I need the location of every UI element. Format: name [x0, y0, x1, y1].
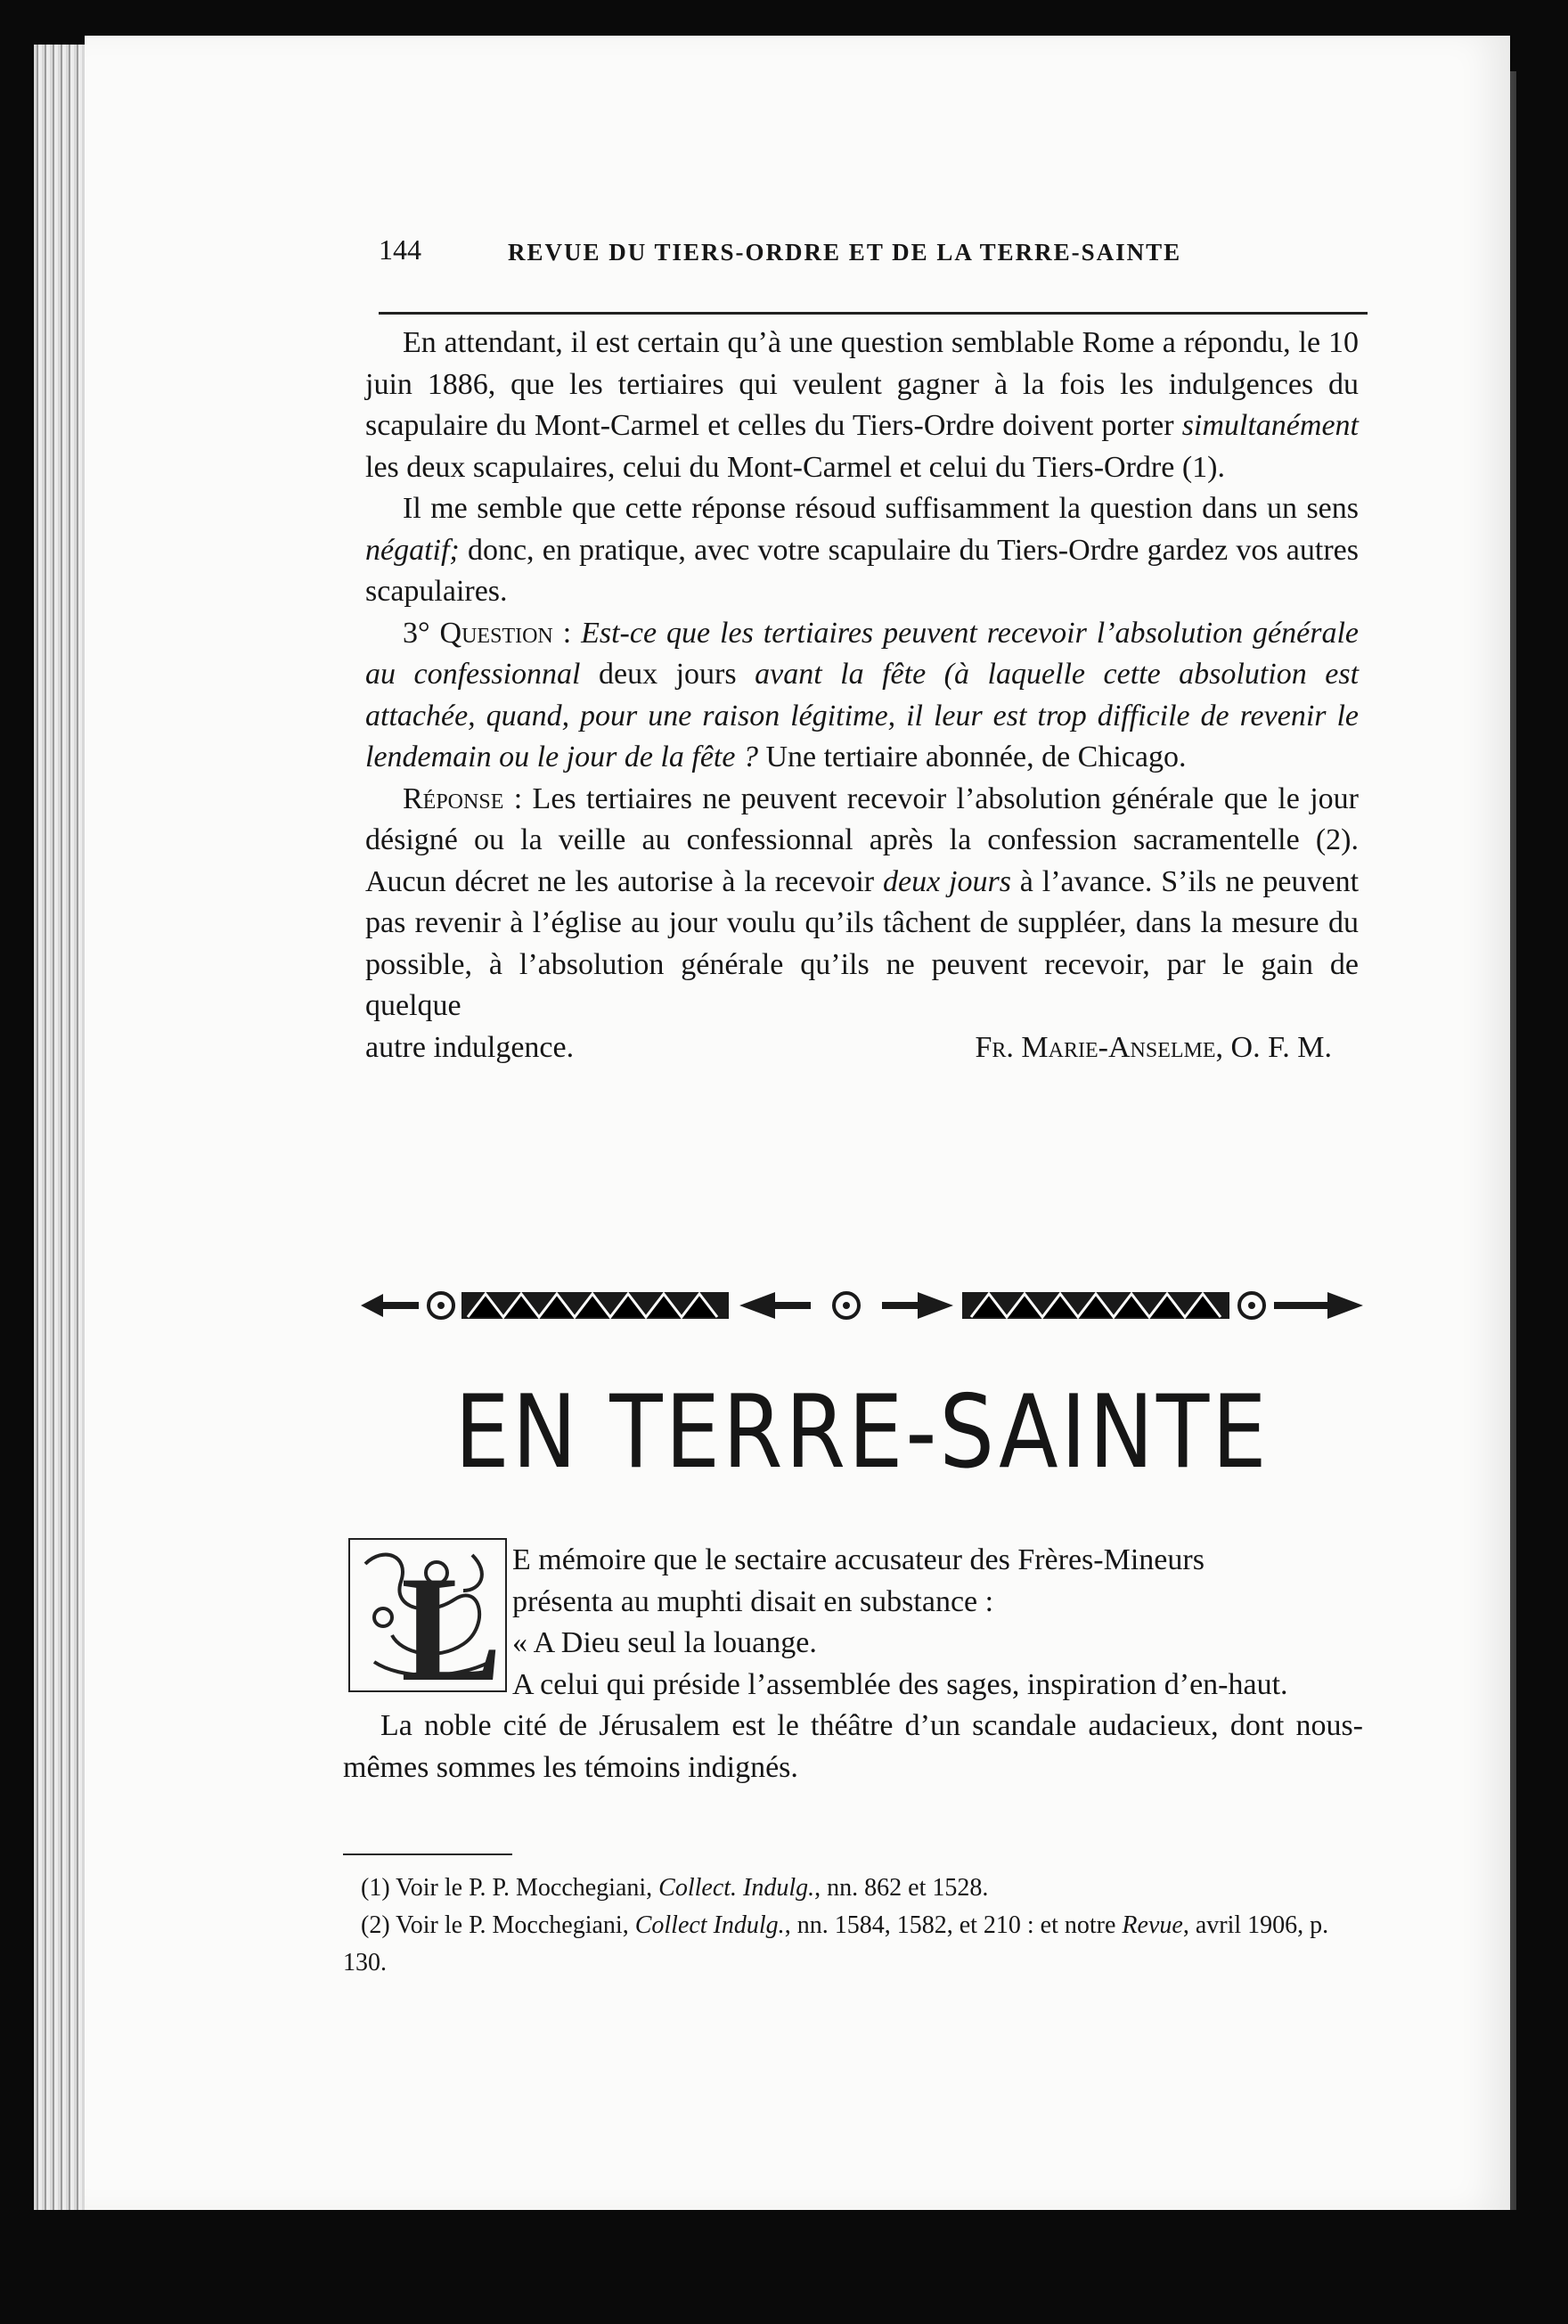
section-line-2: présenta au muphti disait en substance : — [512, 1584, 994, 1618]
paragraph-1: En attendant, il est certain qu’à une question semblable Rome a répondu, le 10 juin 1886, que les tertiaires qui veulent gagner à la fois les indulgences du scapulaire du Mont-Carmel et celles du Tiers-Ordre doivent porter simultanément les deux scapulaires, celui du Mont-Carmel et celui du Tiers-Ordre (1). — [365, 326, 1359, 484]
article-body — [365, 323, 1359, 1068]
paragraph-2: Il me semble que cette réponse résoud suffisamment la question dans un sens négatif; donc, en pratique, avec votre scapulaire du Tiers-Ordre gardez vos autres scapulaires. — [365, 492, 1359, 608]
section-paragraph-2: La noble cité de Jérusalem est le théâtre d’un scandale audacieux, dont nous-mêmes sommes les témoins indignés. — [343, 1709, 1363, 1784]
running-header — [379, 233, 1372, 278]
ornamental-divider — [356, 1274, 1368, 1337]
answer-paragraph: Réponse : Les tertiaires ne peuvent recevoir l’absolution générale que le jour désigné ou la veille au confessionnal après la confession sacramentelle (2). Aucun décret ne les autorise à la recevoir deux jours à l’avance. S’ils ne peuvent pas revenir à l’église au jour voulu qu’ils tâchent de suppléer, dans la mesure du possible, à l’absolution générale qu’ils ne peuvent recevoir, par le gain de quelque — [365, 781, 1360, 1022]
dropcap-letter: L — [401, 1545, 502, 1693]
section-line-4: A celui qui préside l’assemblée des sages, inspiration d’en-haut. — [512, 1667, 1288, 1701]
footnote-1: (1) Voir le P. P. Mocchegiani, Collect. Indulg., nn. 862 et 1528. — [361, 1874, 989, 1902]
signature: Fr. Marie-Anselme, O. F. M. — [975, 1030, 1332, 1064]
header-rule — [379, 312, 1368, 315]
section-body — [343, 1540, 1363, 1788]
section-line-3: « A Dieu seul la louange. — [512, 1626, 817, 1659]
signature-line: autre indulgence. Fr. Marie-Anselme, O. F. M. — [365, 1027, 1359, 1069]
section-line-1: E mémoire que le sectaire accusateur des Frères-Mineurs — [512, 1543, 1205, 1576]
footnote-2: (2) Voir le P. Mocchegiani, Collect Indulg., nn. 1584, 1582, et 210 : et notre Revue, avril 1906, p. 130. — [343, 1911, 1329, 1976]
question-paragraph: 3° Question : Est-ce que les tertiaires peuvent recevoir l’absolution générale au confessionnal deux jours avant la fête (à laquelle cette absolution est attachée, quand, pour une raison légitime, il leur est trop difficile de revenir le lendemain ou le jour de la fête ? Une tertiaire abonnée, de Chicago. — [365, 616, 1360, 773]
section-title: EN TERRE-SAINTE — [454, 1373, 1270, 1492]
footnotes — [343, 1870, 1363, 1982]
page-number: 144 — [379, 233, 421, 266]
running-title: REVUE DU TIERS-ORDRE ET DE LA TERRE-SAINTE — [508, 239, 1182, 266]
footnote-rule — [343, 1853, 512, 1855]
